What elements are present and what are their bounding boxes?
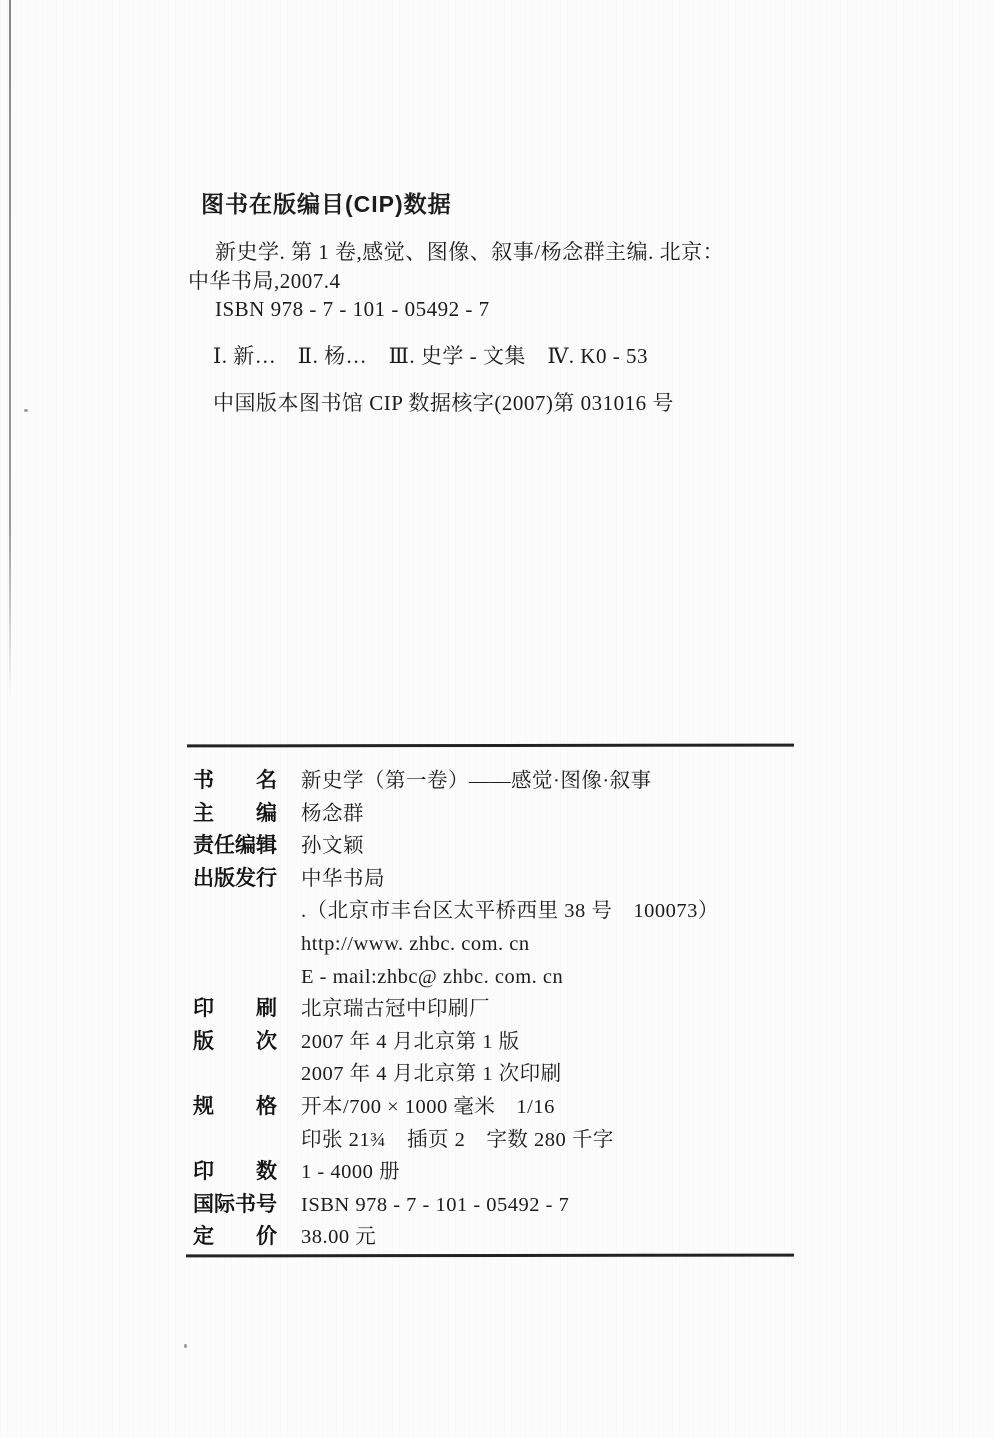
format-sheets-line: 印张 21¾ 插页 2 字数 280 千字	[301, 1128, 614, 1151]
colophon-value-multiline	[301, 1026, 562, 1091]
cip-entry-isbn-line: ISBN 978 - 7 - 101 - 05492 - 7	[215, 297, 490, 321]
colophon-label: 版 次	[193, 1029, 277, 1053]
scan-speck	[184, 1344, 187, 1348]
colophon-value: ISBN 978 - 7 - 101 - 05492 - 7	[301, 1193, 570, 1216]
cip-entry-title-line: 新史学. 第 1 卷,感觉、图像、叙事/杨念群主编. 北京：	[215, 240, 725, 264]
colophon-label: 书 名	[193, 769, 277, 792]
colophon-row-book-title	[193, 765, 833, 798]
colophon-label: 国际书号	[193, 1192, 277, 1216]
colophon-label: 印 刷	[193, 997, 277, 1021]
colophon-row-print-run	[193, 1156, 833, 1189]
colophon-row-publisher	[193, 863, 833, 993]
colophon-top-rule	[187, 744, 794, 747]
edition-line: 2007 年 4 月北京第 1 版	[301, 1030, 520, 1053]
colophon-label: 主 编	[193, 801, 277, 825]
colophon-value-multiline	[301, 1091, 614, 1156]
colophon-row-format	[193, 1091, 833, 1156]
cip-classification-line: Ⅰ. 新… Ⅱ. 杨… Ⅲ. 史学 - 文集 Ⅳ. K0 - 53	[213, 344, 648, 368]
format-size-line: 开本/700 × 1000 毫米 1/16	[301, 1095, 555, 1118]
colophon-row-edition	[193, 1026, 833, 1091]
colophon-label: 定 价	[193, 1225, 277, 1249]
colophon-row-chief-editor	[193, 798, 833, 831]
colophon-label: 印 数	[193, 1160, 277, 1184]
cip-record-number-line: 中国版本图书馆 CIP 数据核字(2007)第 031016 号	[213, 391, 674, 415]
scan-speck	[24, 409, 28, 412]
colophon-value: 北京瑞古冠中印刷厂	[301, 998, 490, 1021]
scan-edge-line	[9, 0, 11, 700]
publisher-email: E - mail:zhbc@ zhbc. com. cn	[301, 965, 564, 988]
colophon-bottom-rule	[186, 1254, 794, 1258]
colophon-label: 规 格	[193, 1094, 277, 1118]
cip-entry-publisher-line: 中华书局,2007.4	[188, 268, 341, 293]
publisher-website: http://www. zhbc. com. cn	[301, 932, 530, 955]
colophon-row-isbn	[193, 1189, 833, 1222]
colophon-row-responsible-editor	[193, 830, 833, 863]
cip-data-heading: 图书在版编目(CIP)数据	[201, 191, 452, 217]
colophon-value: 杨念群	[301, 802, 364, 825]
colophon-row-printer	[193, 993, 833, 1026]
colophon-value: 新史学（第一卷）——感觉·图像·叙事	[301, 770, 652, 792]
cip-entry-block	[188, 238, 808, 324]
colophon-row-price	[193, 1221, 833, 1254]
colophon-value-multiline	[301, 863, 719, 993]
printing-line: 2007 年 4 月北京第 1 次印刷	[301, 1063, 562, 1086]
publisher-address: .（北京市丰台区太平桥西里 38 号 100073）	[301, 900, 719, 923]
colophon-value: 孙文颖	[301, 835, 364, 858]
colophon-table	[193, 765, 833, 1254]
colophon-label: 责任编辑	[193, 834, 277, 858]
publisher-name: 中华书局	[301, 867, 385, 890]
colophon-value: 38.00 元	[301, 1226, 377, 1249]
colophon-value: 1 - 4000 册	[301, 1161, 400, 1184]
colophon-label: 出版发行	[193, 866, 277, 890]
